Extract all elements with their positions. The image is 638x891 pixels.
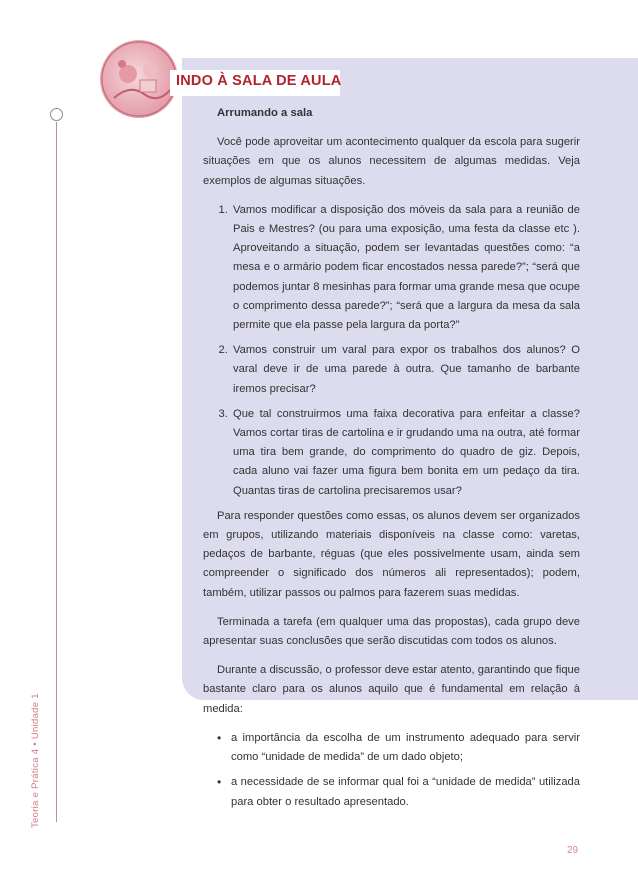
list-item: 2. Vamos construir um varal para expor os trabalhos dos alunos? O varal deve ir de uma parede à outra. Que tamanho de barbante iremos precisar? (231, 341, 580, 399)
margin-circle-marker (50, 108, 63, 121)
list-item: 3. Que tal construirmos uma faixa decorativa para enfeitar a classe? Vamos cortar tiras de cartolina e ir grudando uma na outra, até formar uma tira bem grande, do comprimento do quadro de giz. Depois, cada aluno vai fazer uma figura bem bonita em um pedaço da tira. Quantas tiras de cartolina precisaremos usar? (231, 405, 580, 501)
durante-paragraph: Durante a discussão, o professor deve estar atento, garantindo que fique bastante claro para os alunos aquilo que é fundamental em relação à medida: (203, 664, 580, 715)
list-item: 1. Vamos modificar a disposição dos móveis da sala para a reunião de Pais e Mestres? (ou para uma exposição, uma festa da classe etc ). Aproveitando a situação, podem ser levantadas questões como: “a mesa e o armário podem ficar encostados nessa parede?”; “será que podemos juntar 8 mesinhas para formar uma grande mesa que ocupe o comprimento dessa parede?”; “será que a largura da mesa da sala permite que ela passe pela largura da porta?” (231, 201, 580, 335)
margin-vertical-line (56, 122, 57, 822)
subsection-title: Arrumando a sala (217, 107, 313, 119)
responder-paragraph: Para responder questões como essas, os alunos devem ser organizados em grupos, utilizando materiais disponíveis na classe como: varetas, pedaços de barbante, réguas (que eles possivelmente usam, ainda sem compreender o significado dos números ali representados); podem, também, utilizar passos ou palmos para fazerem suas medidas. (203, 509, 580, 599)
key-points-list (203, 729, 580, 812)
bullet-item: • a importância da escolha de um instrumento adequado para servir como “unidade de medida” de um dado objeto; (231, 729, 580, 767)
section-title: INDO À SALA DE AULA (176, 73, 342, 89)
intro-paragraph: Você pode aproveitar um acontecimento qualquer da escola para sugerir situações em que os alunos necessitem de algumas medidas. Veja exemplos de algumas situações. (203, 136, 580, 187)
main-content (203, 104, 580, 818)
situations-list (203, 201, 580, 501)
sidebar-vertical-text: Teoria e Prática 4 • Unidade 1 (30, 693, 41, 828)
bullet-item: • a necessidade de se informar qual foi a “unidade de medida” utilizada para obter o resultado apresentado. (231, 773, 580, 811)
terminada-paragraph: Terminada a tarefa (em qualquer uma das propostas), cada grupo deve apresentar suas conclusões que serão discutidas com todos os alunos. (203, 615, 580, 648)
section-emblem-icon (100, 40, 178, 118)
page-number: 29 (567, 845, 579, 856)
